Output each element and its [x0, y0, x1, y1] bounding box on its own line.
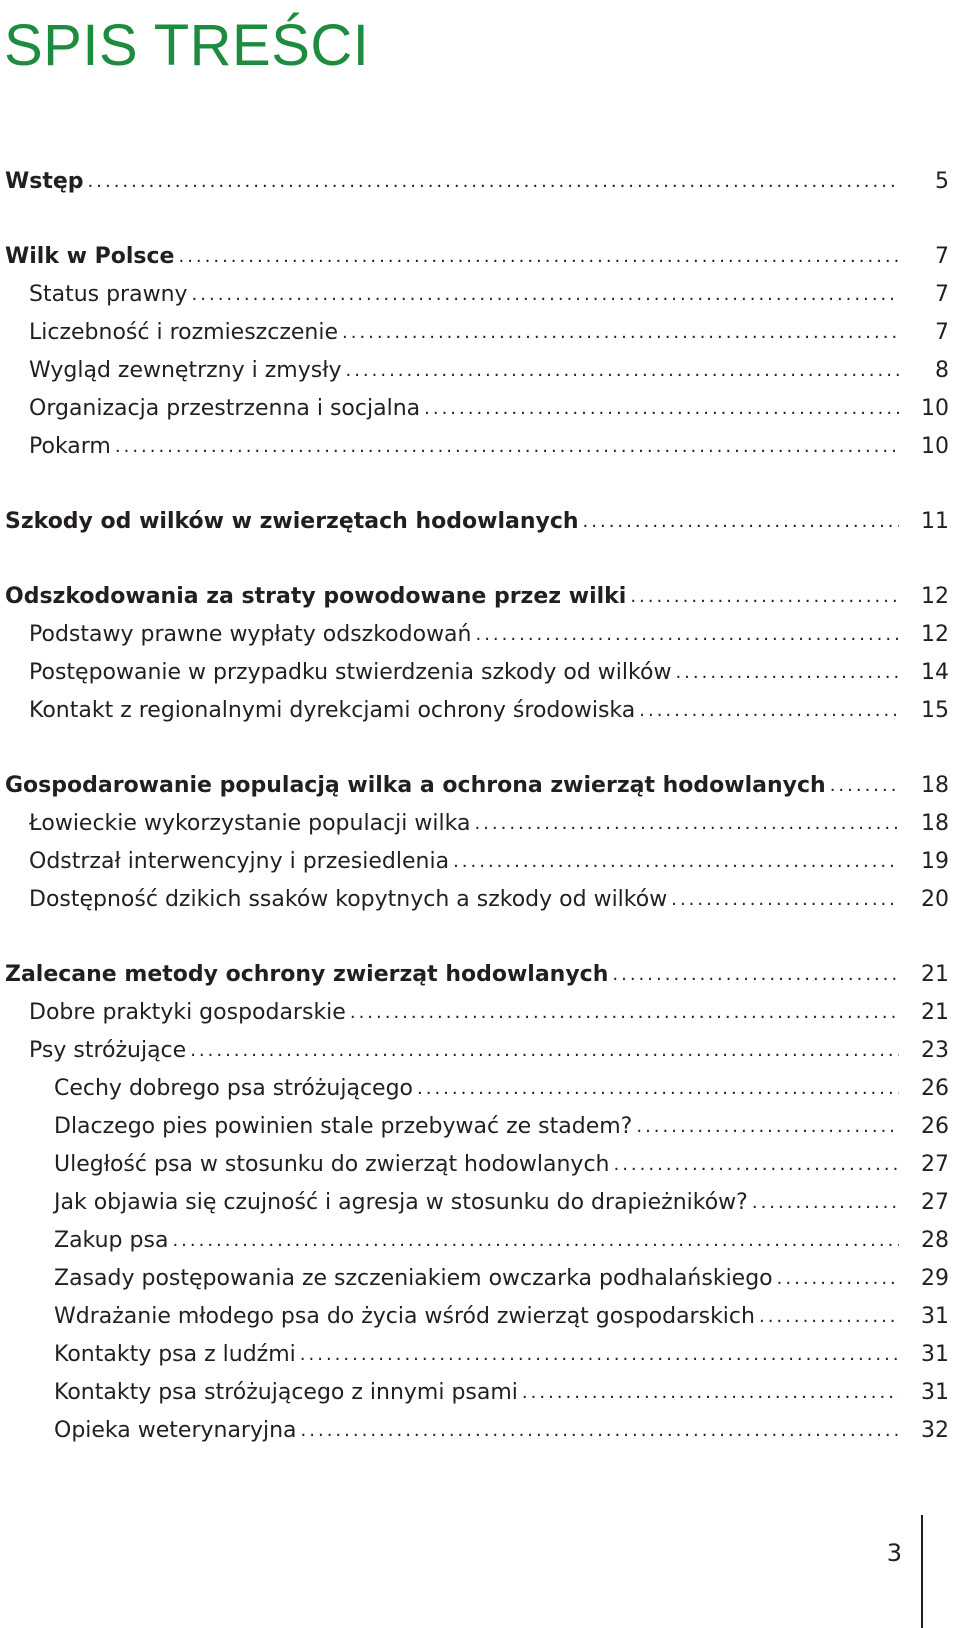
toc-entry-page: 27	[921, 1152, 949, 1177]
toc-section-entry	[0, 805, 960, 843]
toc-entry-label: Dobre praktyki gospodarskie	[29, 1000, 346, 1025]
toc-entry-label: Cechy dobrego psa stróżującego	[54, 1076, 414, 1101]
toc-entry-label: Status prawny	[29, 282, 188, 307]
toc-section-entry	[0, 1032, 960, 1070]
dot-leader	[630, 578, 899, 616]
toc-entry-page: 32	[921, 1418, 949, 1443]
toc-section-entry	[0, 881, 960, 919]
toc-entry-label: Organizacja przestrzenna i socjalna	[29, 396, 421, 421]
dot-leader	[115, 428, 899, 466]
toc-entry-label: Gospodarowanie populacją wilka a ochrona zwierząt hodowlanych	[5, 773, 826, 798]
toc-entry-page: 26	[921, 1114, 949, 1139]
toc-section-entry	[0, 314, 960, 352]
toc-entry-page: 31	[921, 1304, 949, 1329]
toc-subsection-entry	[0, 1146, 960, 1184]
dot-leader	[192, 276, 899, 314]
toc-entry-label: Kontakt z regionalnymi dyrekcjami ochrony środowiska	[29, 698, 636, 723]
toc-entry-label: Wygląd zewnętrzny i zmysły	[29, 358, 342, 383]
toc-section-entry	[0, 390, 960, 428]
toc-entry-label: Wilk w Polsce	[5, 244, 175, 269]
page-number: 3	[886, 1539, 902, 1567]
table-of-contents	[0, 163, 960, 1450]
dot-leader	[342, 314, 899, 352]
dot-leader	[300, 1336, 899, 1374]
toc-entry-page: 20	[921, 887, 949, 912]
toc-chapter-entry	[0, 163, 960, 201]
toc-subsection-entry	[0, 1108, 960, 1146]
toc-entry-page: 7	[935, 282, 949, 307]
toc-section-entry	[0, 843, 960, 881]
toc-entry-page: 14	[921, 660, 949, 685]
toc-entry-page: 26	[921, 1076, 949, 1101]
toc-subsection-entry	[0, 1184, 960, 1222]
toc-entry-label: Wstęp	[5, 169, 84, 194]
toc-section-entry	[0, 616, 960, 654]
toc-entry-page: 11	[921, 509, 949, 534]
dot-leader	[475, 616, 899, 654]
dot-leader	[417, 1070, 899, 1108]
toc-chapter-entry	[0, 767, 960, 805]
toc-entry-label: Postępowanie w przypadku stwierdzenia szkody od wilków	[29, 660, 672, 685]
toc-entry-label: Odszkodowania za straty powodowane przez wilki	[5, 584, 627, 609]
toc-entry-page: 7	[935, 244, 949, 269]
dot-leader	[613, 1146, 899, 1184]
dot-leader	[759, 1298, 899, 1336]
dot-leader	[639, 692, 899, 730]
toc-entry-page: 15	[921, 698, 949, 723]
toc-entry-label: Zasady postępowania ze szczeniakiem owczarka podhalańskiego	[54, 1266, 773, 1291]
toc-chapter-entry	[0, 578, 960, 616]
toc-entry-page: 23	[921, 1038, 949, 1063]
toc-section-entry	[0, 352, 960, 390]
toc-entry-page: 28	[921, 1228, 949, 1253]
dot-leader	[830, 767, 899, 805]
dot-leader	[350, 994, 899, 1032]
toc-entry-label: Opieka weterynaryjna	[54, 1418, 297, 1443]
toc-entry-page: 27	[921, 1190, 949, 1215]
toc-subsection-entry	[0, 1336, 960, 1374]
toc-entry-label: Uległość psa w stosunku do zwierząt hodowlanych	[54, 1152, 610, 1177]
dot-leader	[752, 1184, 899, 1222]
toc-entry-label: Odstrzał interwencyjny i przesiedlenia	[29, 849, 450, 874]
toc-section-entry	[0, 654, 960, 692]
toc-entry-page: 19	[921, 849, 949, 874]
toc-entry-page: 12	[921, 584, 949, 609]
toc-entry-label: Kontakty psa stróżującego z innymi psami	[54, 1380, 518, 1405]
dot-leader	[190, 1032, 899, 1070]
toc-section-entry	[0, 994, 960, 1032]
dot-leader	[522, 1374, 899, 1412]
toc-entry-page: 10	[921, 434, 949, 459]
toc-entry-page: 31	[921, 1380, 949, 1405]
toc-chapter-entry	[0, 238, 960, 276]
toc-entry-label: Kontakty psa z ludźmi	[54, 1342, 296, 1367]
toc-subsection-entry	[0, 1222, 960, 1260]
toc-entry-label: Zalecane metody ochrony zwierząt hodowlanych	[5, 962, 609, 987]
dot-leader	[636, 1108, 899, 1146]
toc-entry-label: Wdrażanie młodego psa do życia wśród zwierząt gospodarskich	[54, 1304, 755, 1329]
toc-entry-label: Podstawy prawne wypłaty odszkodowań	[29, 622, 472, 647]
toc-entry-page: 7	[935, 320, 949, 345]
dot-leader	[453, 843, 899, 881]
toc-chapter-entry	[0, 956, 960, 994]
toc-entry-page: 21	[921, 962, 949, 987]
dot-leader	[777, 1260, 899, 1298]
dot-leader	[345, 352, 899, 390]
dot-leader	[474, 805, 899, 843]
toc-subsection-entry	[0, 1374, 960, 1412]
dot-leader	[88, 163, 899, 201]
toc-subsection-entry	[0, 1298, 960, 1336]
toc-entry-page: 18	[921, 811, 949, 836]
toc-entry-label: Łowieckie wykorzystanie populacji wilka	[29, 811, 471, 836]
toc-section-entry	[0, 692, 960, 730]
toc-subsection-entry	[0, 1070, 960, 1108]
toc-entry-page: 31	[921, 1342, 949, 1367]
toc-entry-label: Dostępność dzikich ssaków kopytnych a szkody od wilków	[29, 887, 668, 912]
toc-entry-label: Liczebność i rozmieszczenie	[29, 320, 338, 345]
toc-entry-page: 29	[921, 1266, 949, 1291]
toc-entry-label: Zakup psa	[54, 1228, 169, 1253]
toc-entry-page: 18	[921, 773, 949, 798]
page-title: SPIS TREŚCI	[4, 13, 370, 78]
toc-entry-label: Szkody od wilków w zwierzętach hodowlanych	[5, 509, 579, 534]
dot-leader	[172, 1222, 899, 1260]
dot-leader	[612, 956, 899, 994]
toc-entry-label: Psy stróżujące	[29, 1038, 187, 1063]
toc-chapter-entry	[0, 503, 960, 541]
dot-leader	[301, 1412, 899, 1450]
toc-entry-page: 5	[935, 169, 949, 194]
toc-entry-label: Dlaczego pies powinien stale przebywać ze stadem?	[54, 1114, 633, 1139]
toc-section-entry	[0, 428, 960, 466]
toc-subsection-entry	[0, 1260, 960, 1298]
toc-entry-page: 12	[921, 622, 949, 647]
toc-entry-label: Jak objawia się czujność i agresja w stosunku do drapieżników?	[54, 1190, 748, 1215]
toc-subsection-entry	[0, 1412, 960, 1450]
toc-entry-page: 21	[921, 1000, 949, 1025]
toc-section-entry	[0, 276, 960, 314]
dot-leader	[671, 881, 899, 919]
toc-entry-page: 8	[935, 358, 949, 383]
dot-leader	[424, 390, 899, 428]
toc-entry-label: Pokarm	[29, 434, 111, 459]
dot-leader	[583, 503, 899, 541]
toc-entry-page: 10	[921, 396, 949, 421]
dot-leader	[178, 238, 899, 276]
dot-leader	[675, 654, 899, 692]
page-edge-rule	[921, 1515, 923, 1628]
